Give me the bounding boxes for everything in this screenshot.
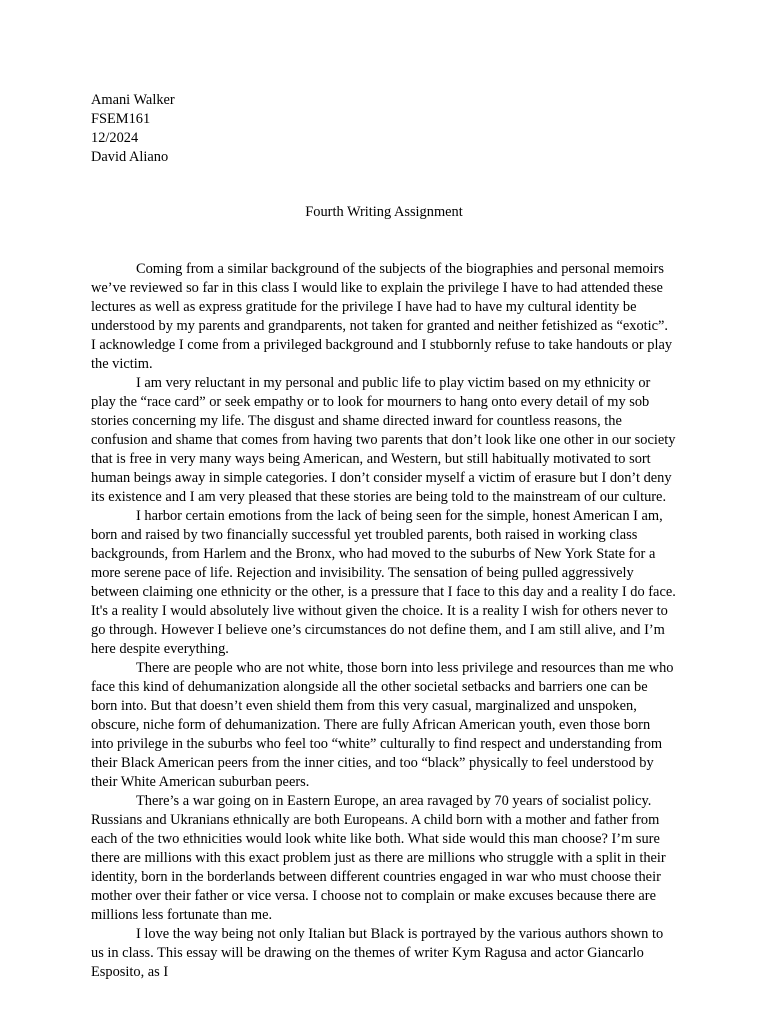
paragraph: I harbor certain emotions from the lack of being seen for the simple, honest American I am, born and raised by two financially successful yet troubled parents, both raised in working class backgrounds, from Harlem and the Bronx, who had moved to the suburbs of New York State for a more serene pace of life. Rejection and invisibility. The sensation of being pulled aggressively between claiming one ethnicity or the other, is a pressure that I face to this day and a reality I do face. It's a reality I would absolutely live without given the choice. It is a reality I wish for others never to go through. However I believe one’s circumstances do not define them, and I am still alive, and I’m here despite everything. bbox=[91, 508, 676, 657]
date: 12/2024 bbox=[91, 130, 139, 146]
header-block bbox=[91, 91, 175, 167]
paragraph: There are people who are not white, those born into less privilege and resources than me who face this kind of dehumanization alongside all the other societal setbacks and barriers one can be born into. But that doesn’t even shield them from this very casual, marginalized and unspoken, obscure, niche form of dehumanization. There are fully African American youth, even those born into privilege in the suburbs who feel too “white” culturally to find respect and understanding from their Black American peers from the inner cities, and too “black” physically to feel understood by their White American suburban peers. bbox=[91, 660, 674, 790]
paragraph: I love the way being not only Italian but Black is portrayed by the various authors shown to us in class. This essay will be drawing on the themes of writer Kym Ragusa and actor Giancarlo Esposito, as I bbox=[91, 926, 664, 980]
author-name: Amani Walker bbox=[91, 92, 175, 108]
course-code: FSEM161 bbox=[91, 111, 151, 127]
instructor-name: David Aliano bbox=[91, 149, 169, 165]
paragraph: I am very reluctant in my personal and public life to play victim based on my ethnicity or play the “race card” or seek empathy or to look for mourners to hang onto every detail of my sob stories concerning my life. The disgust and shame directed inward for countless reasons, the confusion and shame that comes from having two parents that don’t look like one other in our society that is free in very many ways being American, and Western, but still habitually motivated to sort human beings away in simple categories. I don’t consider myself a victim of erasure but I don’t deny its existence and I am very pleased that these stories are being told to the mainstream of our culture. bbox=[91, 375, 676, 505]
paragraph: Coming from a similar background of the subjects of the biographies and personal memoirs we’ve reviewed so far in this class I would like to explain the privilege I have to had attended these lectures as well as express gratitude for the privilege I have had to have my cultural identity be understood by my parents and grandparents, not taken for granted and neither fetishized as “exotic”. I acknowledge I come from a privileged background and I stubbornly refuse to take handouts or play the victim. bbox=[91, 261, 673, 372]
paragraph: There’s a war going on in Eastern Europe, an area ravaged by 70 years of socialist policy. Russians and Ukranians ethnically are both Europeans. A child born with a mother and father from each of the two ethnicities would look white like both. What side would this man choose? I’m sure there are millions with this exact problem just as there are millions who struggle with a split in their identity, born in the borderlands between different countries engaged in war who must choose their mother over their father or vice versa. I choose not to complain or make excuses because there are millions less fortunate than me. bbox=[91, 793, 666, 923]
document-title: Fourth Writing Assignment bbox=[305, 204, 463, 220]
essay-body bbox=[91, 260, 676, 982]
